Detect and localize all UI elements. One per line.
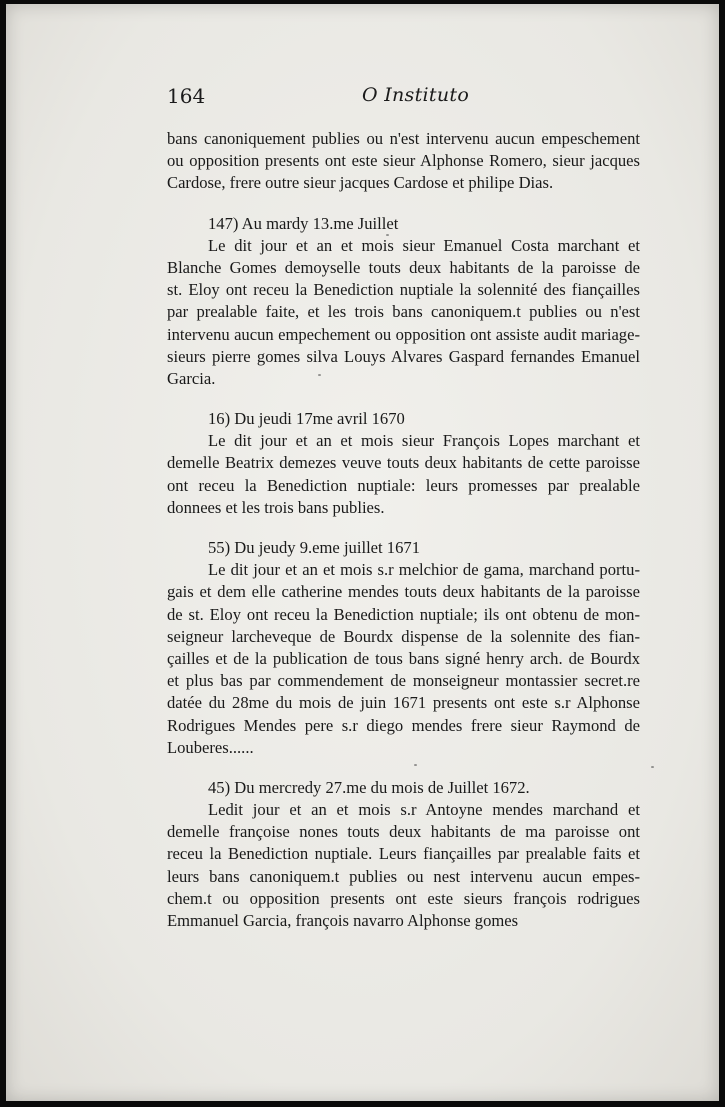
entry-heading: 147) Au mardy 13.me Juillet [208, 213, 399, 233]
text-line: sieurs pierre gomes silva Louys Alvares Gaspard fernandes Emanuel [167, 346, 640, 366]
text-line: st. Eloy ont receu la Benediction nuptiale la solennité des fiançailles [167, 280, 640, 300]
running-head [167, 80, 551, 110]
text-line: demelle Beatrix demezes veuve touts deux habitants de cette paroisse [167, 453, 640, 473]
running-title: O Instituto [362, 84, 470, 106]
text-line: Louberes...... [167, 737, 254, 757]
text-line: ou opposition presents ont este sieur Alphonse Romero, sieur jacques [167, 151, 640, 171]
text-line: leurs bans canoniquem.t publies ou nest intervenu aucun empes- [167, 866, 640, 886]
text-line: ont receu la Benediction nuptiale: leurs promesses par prealable [167, 475, 640, 495]
text-line: par prealable faite, et les trois bans canoniquem.t publies ou n'est [167, 302, 640, 322]
text-line: Blanche Gomes demoyselle touts deux habitants de la paroisse de [167, 257, 640, 277]
scan-speck [651, 766, 654, 768]
text-line: demelle françoise nones touts deux habitants de ma paroisse ont [167, 822, 640, 842]
text-line: Cardose, frere outre sieur jacques Cardose et philipe Dias. [167, 173, 554, 193]
text-line: seigneur larcheveque de Bourdx dispense de la solennite des fian- [167, 626, 640, 646]
entry-heading: 45) Du mercredy 27.me du mois de Juillet 1672. [208, 777, 530, 797]
text-line: de st. Eloy ont receu la Benediction nuptiale; ils ont obtenu de mon- [167, 604, 640, 624]
text-line: bans canoniquement publies ou n'est intervenu aucun empeschement [167, 129, 640, 148]
text-line: Le dit jour et an et mois sieur Emanuel Costa marchant et [208, 235, 640, 255]
text-line: gais et dem elle catherine mendes touts deux habitants de la paroisse [167, 582, 640, 602]
entry-heading: 16) Du jeudi 17me avril 1670 [208, 409, 405, 429]
text-line: donnees et les trois bans publies. [167, 497, 385, 517]
text-line: Ledit jour et an et mois s.r Antoyne mendes marchand et [208, 800, 640, 820]
text-line: datée du 28me du mois de juin 1671 presents ont este s.r Alphonse [167, 693, 640, 713]
page-number: 164 [167, 84, 206, 108]
entry-147 [167, 213, 640, 391]
entry-16 [167, 408, 640, 519]
text-line: Rodrigues Mendes pere s.r diego mendes frere sieur Raymond de [167, 715, 640, 735]
scan-speck [414, 764, 417, 766]
text-line: Emmanuel Garcia, françois navarro Alphonse gomes [167, 911, 519, 930]
scan-speck [318, 374, 321, 376]
body-text [167, 128, 640, 932]
text-line: Le dit jour et an et mois sieur François Lopes marchant et [208, 431, 640, 451]
text-line: et plus bas par commendement de monseigneur montassier secret.re [167, 671, 640, 691]
text-line: çailles et de la publication de tous bans signé henry arch. de Bourdx [167, 648, 640, 668]
entry-45 [167, 777, 640, 932]
entry-continuation [167, 128, 640, 195]
text-line: Le dit jour et an et mois s.r melchior de gama, marchand portu- [208, 560, 640, 580]
text-line: intervenu aucun empechement ou opposition ont assiste audit mariage- [167, 324, 640, 344]
entry-55 [167, 537, 640, 759]
text-line: Garcia. [167, 368, 216, 388]
text-line: receu la Benediction nuptiale. Leurs fiançailles par prealable faits et [167, 844, 640, 864]
book-page [6, 4, 719, 1101]
text-line: chem.t ou opposition presents ont este sieurs françois rodrigues [167, 888, 640, 908]
entry-heading: 55) Du jeudy 9.eme juillet 1671 [208, 538, 420, 557]
scan-speck [386, 234, 389, 236]
